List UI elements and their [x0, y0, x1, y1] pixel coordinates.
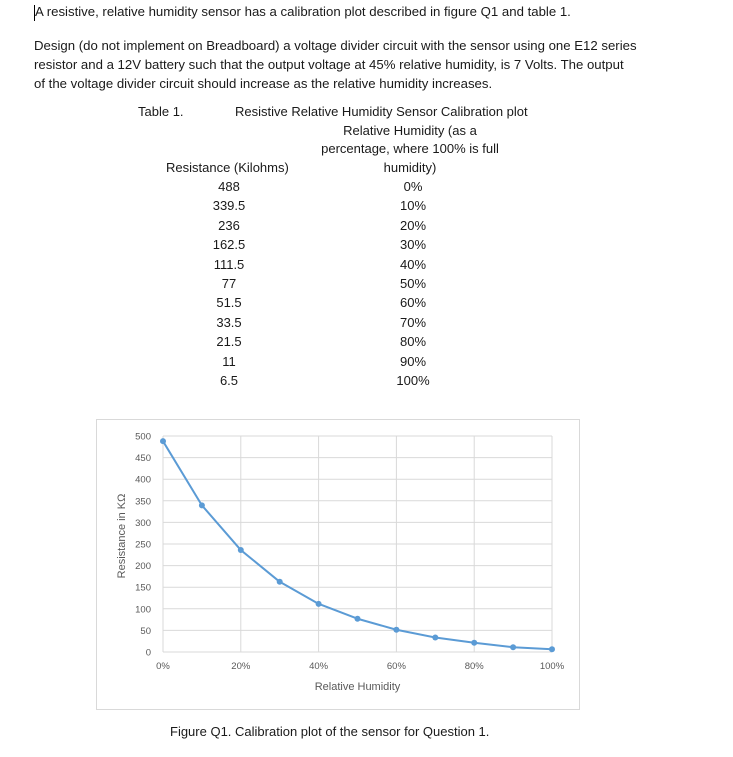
y-tick-label: 300 — [135, 517, 151, 529]
task-line: Design (do not implement on Breadboard) a voltage divider circuit with the sensor using one E12 series — [34, 38, 637, 53]
data-point — [316, 601, 322, 607]
data-point — [199, 502, 205, 508]
data-point — [355, 616, 361, 622]
resistance-header: Resistance (Kilohms) — [166, 160, 289, 175]
chart-svg — [97, 420, 581, 711]
x-tick-label: 60% — [386, 661, 406, 672]
table-cell-resistance: 11 — [222, 353, 236, 369]
y-tick-label: 500 — [135, 431, 151, 443]
task-line: resistor and a 12V battery such that the output voltage at 45% relative humidity, is 7 Volts. The output — [34, 57, 624, 72]
data-point — [471, 640, 477, 646]
table-cell-humidity: 90% — [399, 353, 427, 369]
table-cell-humidity: 40% — [399, 256, 427, 272]
x-tick-label: 40% — [309, 661, 329, 672]
y-tick-label: 150 — [135, 582, 151, 594]
table-cell-humidity: 0% — [403, 179, 423, 194]
y-tick-label: 50 — [140, 625, 151, 637]
data-point — [393, 627, 399, 633]
table-cell-humidity: 80% — [399, 334, 427, 350]
table-cell-humidity: 10% — [399, 198, 427, 214]
table-cell-humidity: 20% — [399, 217, 427, 233]
data-point — [238, 547, 244, 553]
task-paragraph — [34, 36, 637, 93]
table-cell-resistance: 236 — [218, 217, 240, 233]
table-cell-resistance: 488 — [218, 179, 240, 194]
y-tick-label: 200 — [135, 561, 151, 573]
calibration-chart — [96, 419, 580, 710]
x-axis-title: Relative Humidity — [314, 681, 401, 693]
table-title: Resistive Relative Humidity Sensor Calibration plot — [235, 104, 528, 119]
table-cell-humidity: 60% — [399, 295, 427, 311]
table-cell-resistance: 339.5 — [212, 198, 246, 214]
x-tick-label: 80% — [464, 661, 484, 672]
table-cell-humidity: 30% — [399, 237, 427, 253]
y-tick-label: 0 — [145, 647, 151, 659]
data-point — [277, 579, 283, 585]
rh-header-line: Relative Humidity (as a — [343, 123, 477, 138]
table-cell-resistance: 33.5 — [216, 314, 242, 330]
table-cell-resistance: 51.5 — [216, 295, 242, 311]
task-line: of the voltage divider circuit should increase as the relative humidity increases. — [34, 76, 493, 91]
table-cell-humidity: 50% — [399, 276, 427, 291]
y-tick-label: 350 — [135, 496, 151, 508]
table-cell-resistance: 111.5 — [213, 256, 245, 272]
data-point — [510, 644, 516, 650]
rh-header-line: humidity) — [383, 160, 437, 175]
y-tick-label: 250 — [135, 539, 151, 551]
x-tick-label: 0% — [156, 661, 170, 672]
rh-header-line: percentage, where 100% is full — [321, 141, 499, 156]
x-tick-label: 20% — [231, 661, 251, 672]
intro-paragraph: A resistive, relative humidity sensor has a calibration plot described in figure Q1 and table 1. — [35, 4, 571, 19]
table-cell-resistance: 21.5 — [216, 334, 242, 350]
y-tick-label: 450 — [135, 453, 151, 465]
table-cell-humidity: 100% — [396, 373, 430, 388]
y-tick-label: 100 — [135, 604, 151, 616]
x-tick-label: 100% — [539, 661, 565, 672]
data-point — [549, 646, 555, 652]
data-point — [160, 438, 166, 444]
table-label: Table 1. — [138, 104, 184, 119]
table-cell-resistance: 77 — [221, 276, 237, 291]
figure-caption: Figure Q1. Calibration plot of the sensor for Question 1. — [170, 724, 490, 739]
y-axis-title: Resistance in KΩ — [116, 493, 128, 579]
table-cell-resistance: 6.5 — [219, 373, 239, 388]
table-cell-humidity: 70% — [399, 314, 427, 330]
data-point — [432, 635, 438, 641]
y-tick-label: 400 — [135, 474, 151, 486]
table-cell-resistance: 162.5 — [212, 237, 246, 253]
